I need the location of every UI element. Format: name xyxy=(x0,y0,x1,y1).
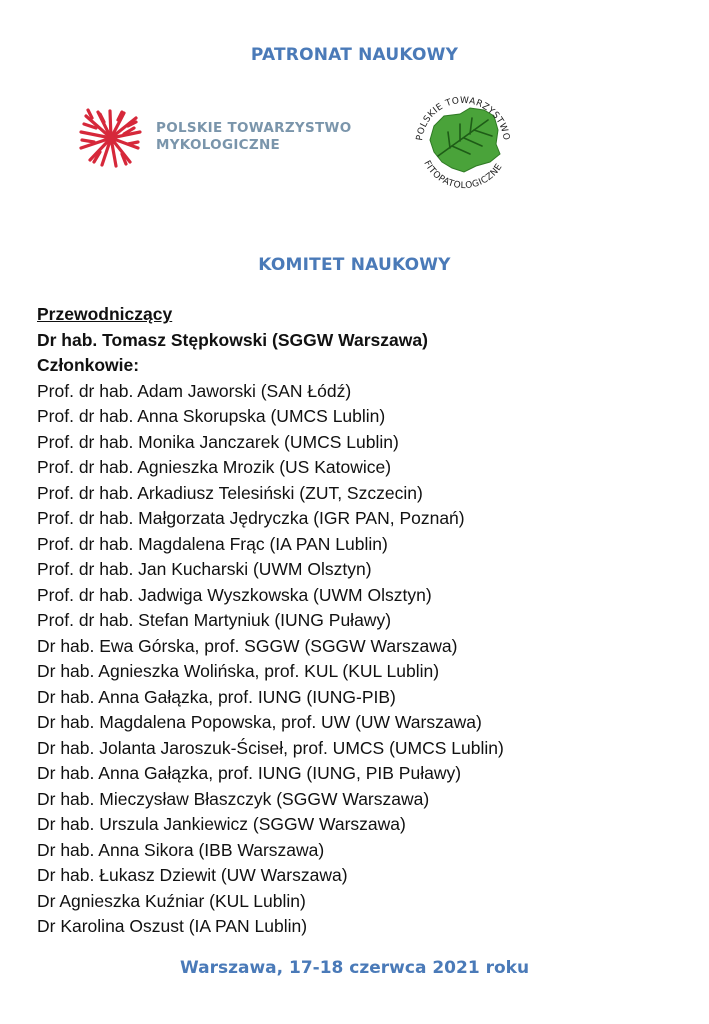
member-item: Prof. dr hab. Jan Kucharski (UWM Olsztyn) xyxy=(37,559,372,579)
ptm-logo-line1: POLSKIE TOWARZYSTWO xyxy=(156,120,352,136)
member-item: Dr hab. Agnieszka Wolińska, prof. KUL (KUL Lublin) xyxy=(37,661,440,681)
ptf-logo xyxy=(408,86,518,196)
event-date-footer: Warszawa, 17-18 czerwca 2021 roku xyxy=(179,958,530,978)
ptm-logo-text xyxy=(156,120,351,154)
member-item: Dr hab. Mieczysław Błaszczyk (SGGW Warszawa) xyxy=(37,788,430,809)
member-item: Dr hab. Ewa Górska, prof. SGGW (SGGW Warszawa) xyxy=(37,635,458,656)
member-item: Prof. dr hab. Adam Jaworski (SAN Łódź) xyxy=(37,380,352,401)
ptm-logo-line2: MYKOLOGICZNE xyxy=(156,137,281,153)
ptf-leaf-map-icon xyxy=(408,86,518,196)
chair-name: Dr hab. Tomasz Stępkowski (SGGW Warszawa) xyxy=(37,329,428,350)
ptm-logo xyxy=(78,108,368,168)
patronat-heading: PATRONAT NAUKOWY xyxy=(250,45,459,65)
member-item: Prof. dr hab. Stefan Martyniuk (IUNG Puławy) xyxy=(37,610,392,630)
ptf-logo-top-text: POLSKIE TOWARZYSTWO xyxy=(415,95,511,142)
member-item: Prof. dr hab. Małgorzata Jędryczka (IGR PAN, Poznań) xyxy=(37,508,465,528)
member-item: Prof. dr hab. Anna Skorupska (UMCS Lublin) xyxy=(37,406,386,426)
member-item: Prof. dr hab. Monika Janczarek (UMCS Lublin) xyxy=(37,431,399,452)
ptf-logo-bottom-text: FITOPATOLOGICZNE xyxy=(421,159,505,192)
committee-list xyxy=(37,302,697,940)
member-item: Prof. dr hab. Agnieszka Mrozik (US Katowice) xyxy=(37,457,392,477)
member-item: Dr Agnieszka Kuźniar (KUL Lublin) xyxy=(37,890,306,911)
member-item: Prof. dr hab. Magdalena Frąc (IA PAN Lublin) xyxy=(37,533,388,554)
ptm-fungus-icon xyxy=(78,108,144,168)
chair-label: Przewodniczący xyxy=(37,304,173,324)
komitet-heading: KOMITET NAUKOWY xyxy=(258,255,451,275)
member-item: Dr hab. Anna Sikora (IBB Warszawa) xyxy=(37,839,325,860)
member-item: Dr hab. Anna Gałązka, prof. IUNG (IUNG-PIB) xyxy=(37,686,396,707)
member-item: Dr Karolina Oszust (IA PAN Lublin) xyxy=(37,916,308,936)
member-item: Dr hab. Magdalena Popowska, prof. UW (UW Warszawa) xyxy=(37,712,482,732)
member-item: Dr hab. Anna Gałązka, prof. IUNG (IUNG, PIB Puławy) xyxy=(37,763,462,783)
member-item: Dr hab. Łukasz Dziewit (UW Warszawa) xyxy=(37,865,348,885)
member-item: Prof. dr hab. Arkadiusz Telesiński (ZUT, Szczecin) xyxy=(37,482,423,503)
member-item: Dr hab. Jolanta Jaroszuk-Ściseł, prof. UMCS (UMCS Lublin) xyxy=(37,737,504,758)
members-label: Członkowie: xyxy=(37,355,140,375)
member-item: Prof. dr hab. Jadwiga Wyszkowska (UWM Olsztyn) xyxy=(37,584,432,605)
member-item: Dr hab. Urszula Jankiewicz (SGGW Warszawa) xyxy=(37,814,406,834)
